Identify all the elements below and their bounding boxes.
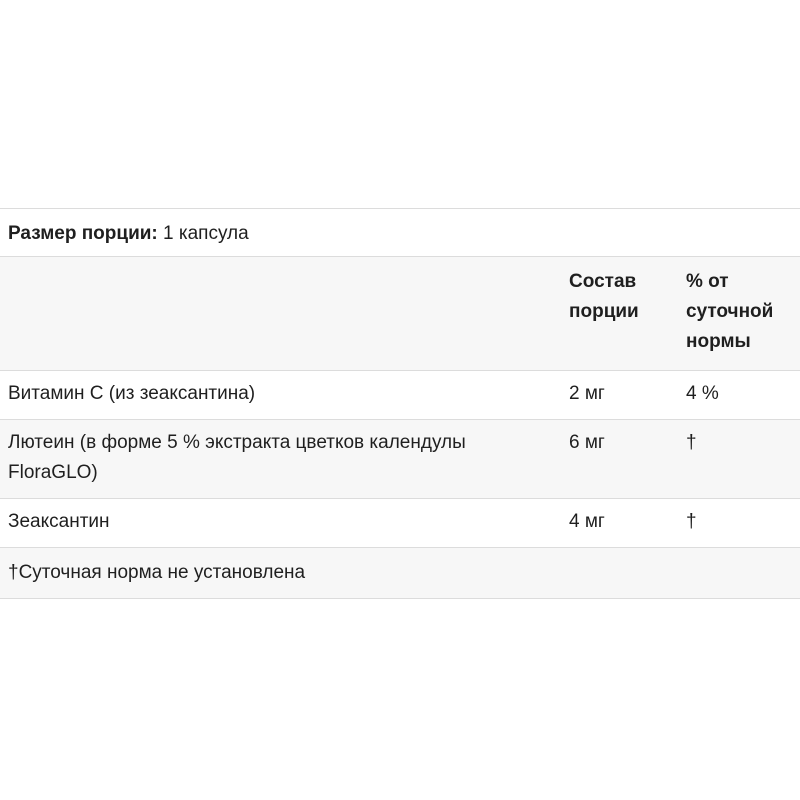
nutrient-name: Зеаксантин (8, 511, 110, 532)
header-dv-line2: суточной (686, 301, 774, 322)
header-daily-value-cell (686, 257, 800, 371)
nutrient-amount-cell: 4 мг (569, 499, 686, 548)
table-row (0, 499, 800, 548)
header-dv-line1: % от (686, 271, 729, 292)
nutrient-amount-cell: 2 мг (569, 371, 686, 420)
table-row (0, 420, 800, 499)
footnote: †Суточная норма не установлена (0, 548, 800, 599)
header-row (0, 257, 800, 371)
header-amount-line2: порции (569, 301, 639, 322)
supplement-facts-table-wrapper (0, 208, 800, 599)
serving-size-value: 1 капсула (157, 223, 249, 244)
serving-size-label: Размер порции: (8, 223, 158, 244)
table-row (0, 371, 800, 420)
nutrient-daily-value-cell: 4 % (686, 371, 800, 420)
nutrient-name-cell (0, 420, 569, 499)
nutrient-daily-value-cell: † (686, 499, 800, 548)
nutrient-name-cell (0, 371, 569, 420)
serving-size-row (0, 209, 800, 257)
nutrient-name: Лютеин (в форме 5 % экстракта цветков календулы (8, 432, 466, 453)
header-amount-line1: Состав (569, 271, 637, 292)
nutrient-name-continued: FloraGLO) (8, 462, 98, 483)
serving-size-cell (0, 209, 800, 257)
header-amount-cell (569, 257, 686, 371)
nutrient-daily-value-cell: † (686, 420, 800, 499)
nutrient-name-cell (0, 499, 569, 548)
supplement-facts-table (0, 208, 800, 599)
footnote-row (0, 548, 800, 599)
nutrient-amount-cell: 6 мг (569, 420, 686, 499)
header-dv-line3: нормы (686, 331, 751, 352)
nutrient-name: Витамин C (из зеаксантина) (8, 383, 256, 404)
header-name-cell (0, 257, 569, 371)
